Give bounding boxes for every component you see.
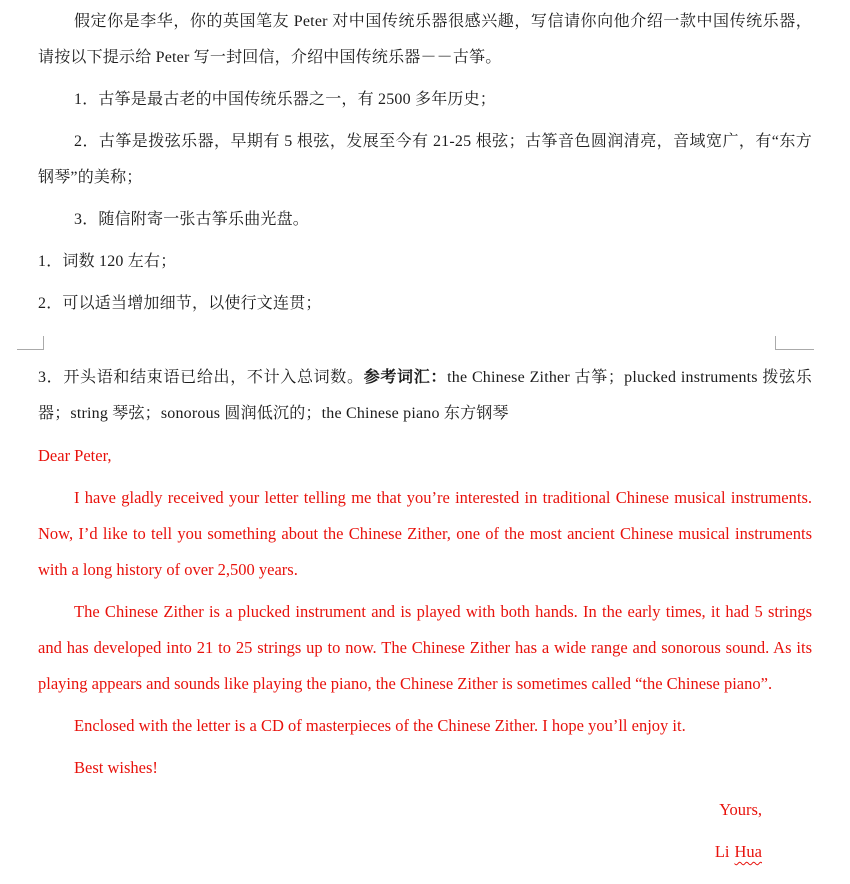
page-boundary-marks <box>38 328 812 354</box>
letter-signature <box>38 834 812 870</box>
letter-salutation: Dear Peter, <box>38 446 112 465</box>
prompt-intro: 假定你是李华，你的英国笔友 Peter 对中国传统乐器很感兴趣，写信请你向他介绍一款中国传统乐器，请按以下提示给 Peter 写一封回信，介绍中国传统乐器－－古筝。 <box>38 13 812 66</box>
letter-paragraph-3: Enclosed with the letter is a CD of masterpieces of the Chinese Zither. I hope you’ll enjoy it. <box>74 716 686 735</box>
reference-vocab-list: the Chinese Zither 古筝；plucked instruments 拨弦乐器；string 琴弦；sonorous 圆润低沉的；the Chinese piano 东方钢琴 <box>38 369 812 422</box>
reference-vocab-label: 参考词汇： <box>363 369 448 386</box>
prompt-hint-3: 3．随信附寄一张古筝乐曲光盘。 <box>74 211 310 228</box>
signature-first-name: Li <box>714 842 730 861</box>
letter-closing: Yours, <box>719 800 762 819</box>
page-margin-corner-mark-left <box>17 336 44 350</box>
page-margin-corner-mark-right <box>775 336 814 350</box>
signature-last-name-spellcheck: Hua <box>734 842 762 861</box>
requirement-vocab-lead: 3．开头语和结束语已给出，不计入总词数。 <box>38 369 364 386</box>
letter-paragraph-1: I have gladly received your letter telling me that you’re interested in traditional Chinese musical instruments. Now, I’d like to tell you something about the Chinese Zither, one of the most ancient Chinese musical instruments with a long history of over 2,500 years. <box>38 488 812 579</box>
requirement-word-count: 1．词数 120 左右； <box>38 253 177 270</box>
prompt-hint-2: 2．古筝是拨弦乐器，早期有 5 根弦，发展至今有 21-25 根弦；古筝音色圆润清亮，音域宽广，有“东方钢琴”的美称； <box>38 133 812 186</box>
requirement-vocab <box>38 360 812 432</box>
letter-paragraph-2: The Chinese Zither is a plucked instrument and is played with both hands. In the early times, it had 5 strings and has developed into 21 to 25 strings up to now. The Chinese Zither has a wide range and sonorous sound. As its playing appears and sounds like playing the piano, the Chinese Zither is sometimes called “the Chinese piano”. <box>38 602 812 693</box>
letter-best-wishes: Best wishes! <box>74 758 158 777</box>
prompt-hint-1: 1．古筝是最古老的中国传统乐器之一，有 2500 多年历史； <box>74 91 497 108</box>
requirement-details: 2．可以适当增加细节，以使行文连贯； <box>38 295 322 312</box>
